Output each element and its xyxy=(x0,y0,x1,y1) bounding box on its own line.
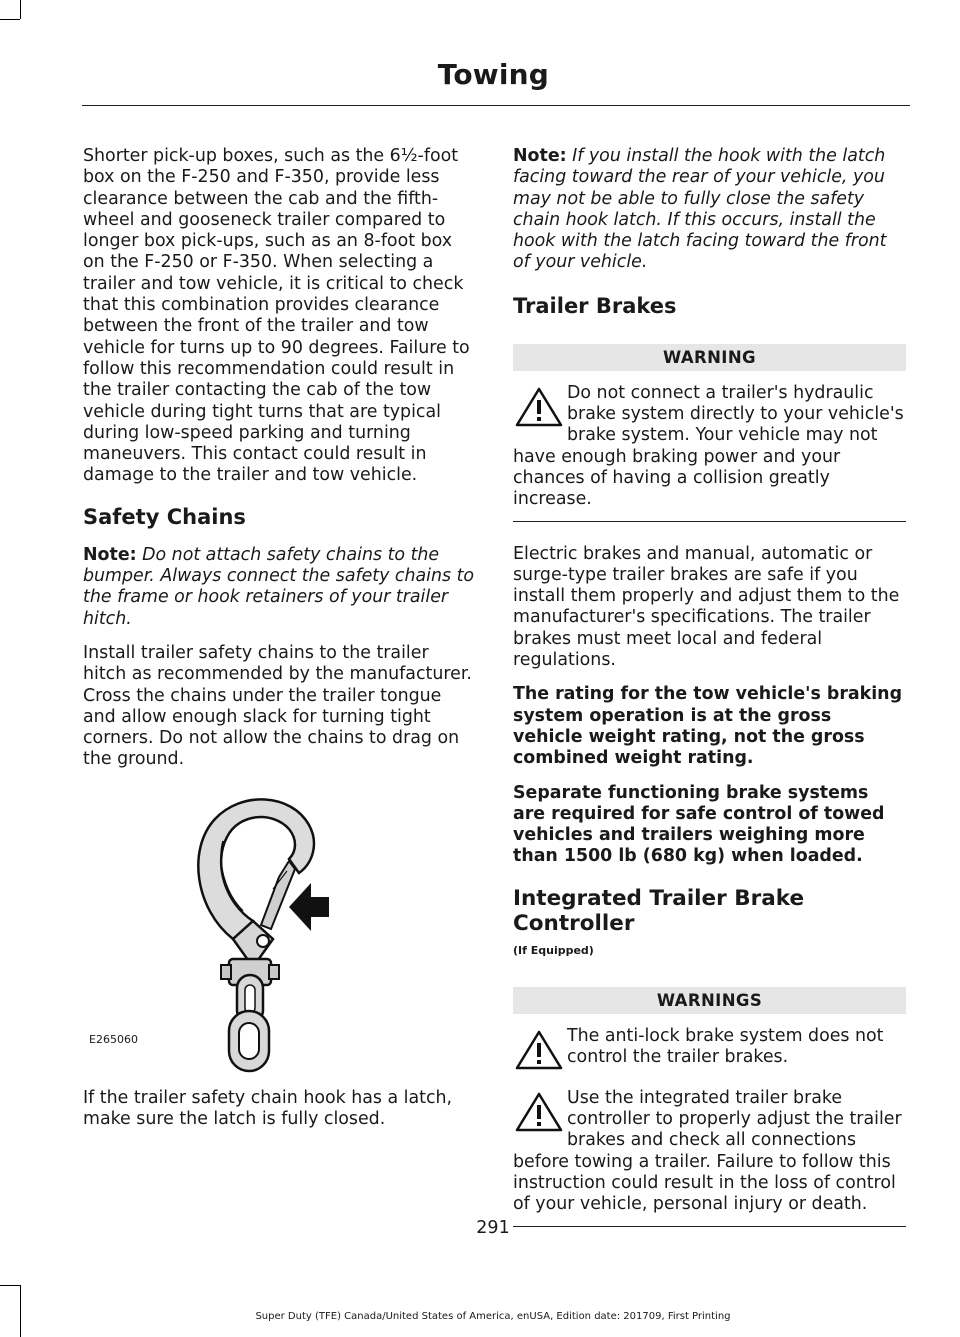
crop-mark xyxy=(0,1285,20,1286)
crop-mark xyxy=(0,19,20,20)
page-title: Towing xyxy=(437,58,549,91)
note-text: Do not attach safety chains to the bumper. Always connect the safety chains to the frame or hook retainers of your trailer hitch. xyxy=(83,544,475,629)
warning-divider xyxy=(513,521,906,522)
warning-text: The anti-lock brake system does not control the trailer brakes. xyxy=(567,1025,884,1068)
note-label: Note: xyxy=(83,544,137,565)
latch-paragraph: If the trailer safety chain hook has a latch, make sure the latch is fully closed. xyxy=(83,1087,453,1130)
if-equipped-label: (If Equipped) xyxy=(513,943,594,957)
warning-triangle-icon xyxy=(513,1090,565,1134)
footer-text: Super Duty (TFE) Canada/United States of America, enUSA, Edition date: 201709, First Printing xyxy=(255,1311,731,1322)
crop-mark xyxy=(20,0,21,19)
warning-item xyxy=(513,1026,906,1072)
warning-text: Use the integrated trailer brake controller to properly adjust the trailer brakes and check all connections before towing a trailer. Failure to follow this instruction could result in the loss of control of your vehicle, personal injury or death. xyxy=(513,1087,902,1215)
safety-chains-heading: Safety Chains xyxy=(83,504,246,529)
warning-triangle-icon xyxy=(513,1028,565,1072)
safety-chain-hook-icon xyxy=(83,789,476,1074)
right-column xyxy=(513,146,906,1249)
separate-brakes-paragraph: Separate functioning brake systems are required for safe control of towed vehicles and trailers weighing more than 1500 lb (680 kg) when loaded. xyxy=(513,782,885,867)
rating-paragraph: The rating for the tow vehicle's braking system operation is at the gross vehicle weight rating, not the gross combined weight rating. xyxy=(513,684,903,769)
warnings-banner: WARNINGS xyxy=(513,987,906,1014)
note-label: Note: xyxy=(513,146,567,166)
electric-brakes-paragraph: Electric brakes and manual, automatic or surge-type trailer brakes are safe if you install them properly and adjust them to the manufacturer's specifications. The trailer brakes must meet local and federal regulations. xyxy=(513,543,900,671)
intro-paragraph: Shorter pick-up boxes, such as the 6½-foot box on the F-250 and F-350, provide less clearance between the cab and the fifth-wheel and gooseneck trailer compared to longer box pick-ups, such as an 8-foot box on the F-250 or F-350. When selecting a trailer and tow vehicle, it is critical to check that this combination provides clearance between the front of the trailer and tow vehicle for turns up to 90 degrees. Failure to follow this recommendation could result in the trailer contacting the cab of the tow vehicle during tight turns that are typical during low-speed parking and turning maneuvers. This contact could result in damage to the trailer and tow vehicle. xyxy=(83,146,470,486)
warning-item xyxy=(513,383,906,511)
warning-banner: WARNING xyxy=(513,344,906,371)
trailer-brakes-heading: Trailer Brakes xyxy=(513,293,677,318)
figure-code: E265060 xyxy=(89,1032,138,1046)
note-text: If you install the hook with the latch facing toward the rear of your vehicle, you may not be able to fully close the safety chain hook latch. If this occurs, install the hook with the latch facing toward the front of your vehicle. xyxy=(513,146,887,273)
header-divider xyxy=(82,105,910,106)
page-number: 291 xyxy=(476,1218,510,1238)
safety-chain-hook-figure xyxy=(83,789,476,1074)
left-column xyxy=(83,146,476,1143)
safety-note xyxy=(83,545,476,630)
warning-item xyxy=(513,1088,906,1216)
brake-controller-heading: Integrated Trailer Brake Controller xyxy=(513,885,805,936)
warning-text: Do not connect a trailer's hydraulic brake system directly to your vehicle's brake system. Your vehicle may not have enough braking power and your chances of having a collision greatly increase. xyxy=(513,382,904,510)
warning-triangle-icon xyxy=(513,385,565,429)
latch-note xyxy=(513,146,906,274)
install-paragraph: Install trailer safety chains to the trailer hitch as recommended by the manufacturer. Cross the chains under the trailer tongue and allow enough slack for turning tight corners. Do not allow the chains to drag on the ground. xyxy=(83,642,472,770)
